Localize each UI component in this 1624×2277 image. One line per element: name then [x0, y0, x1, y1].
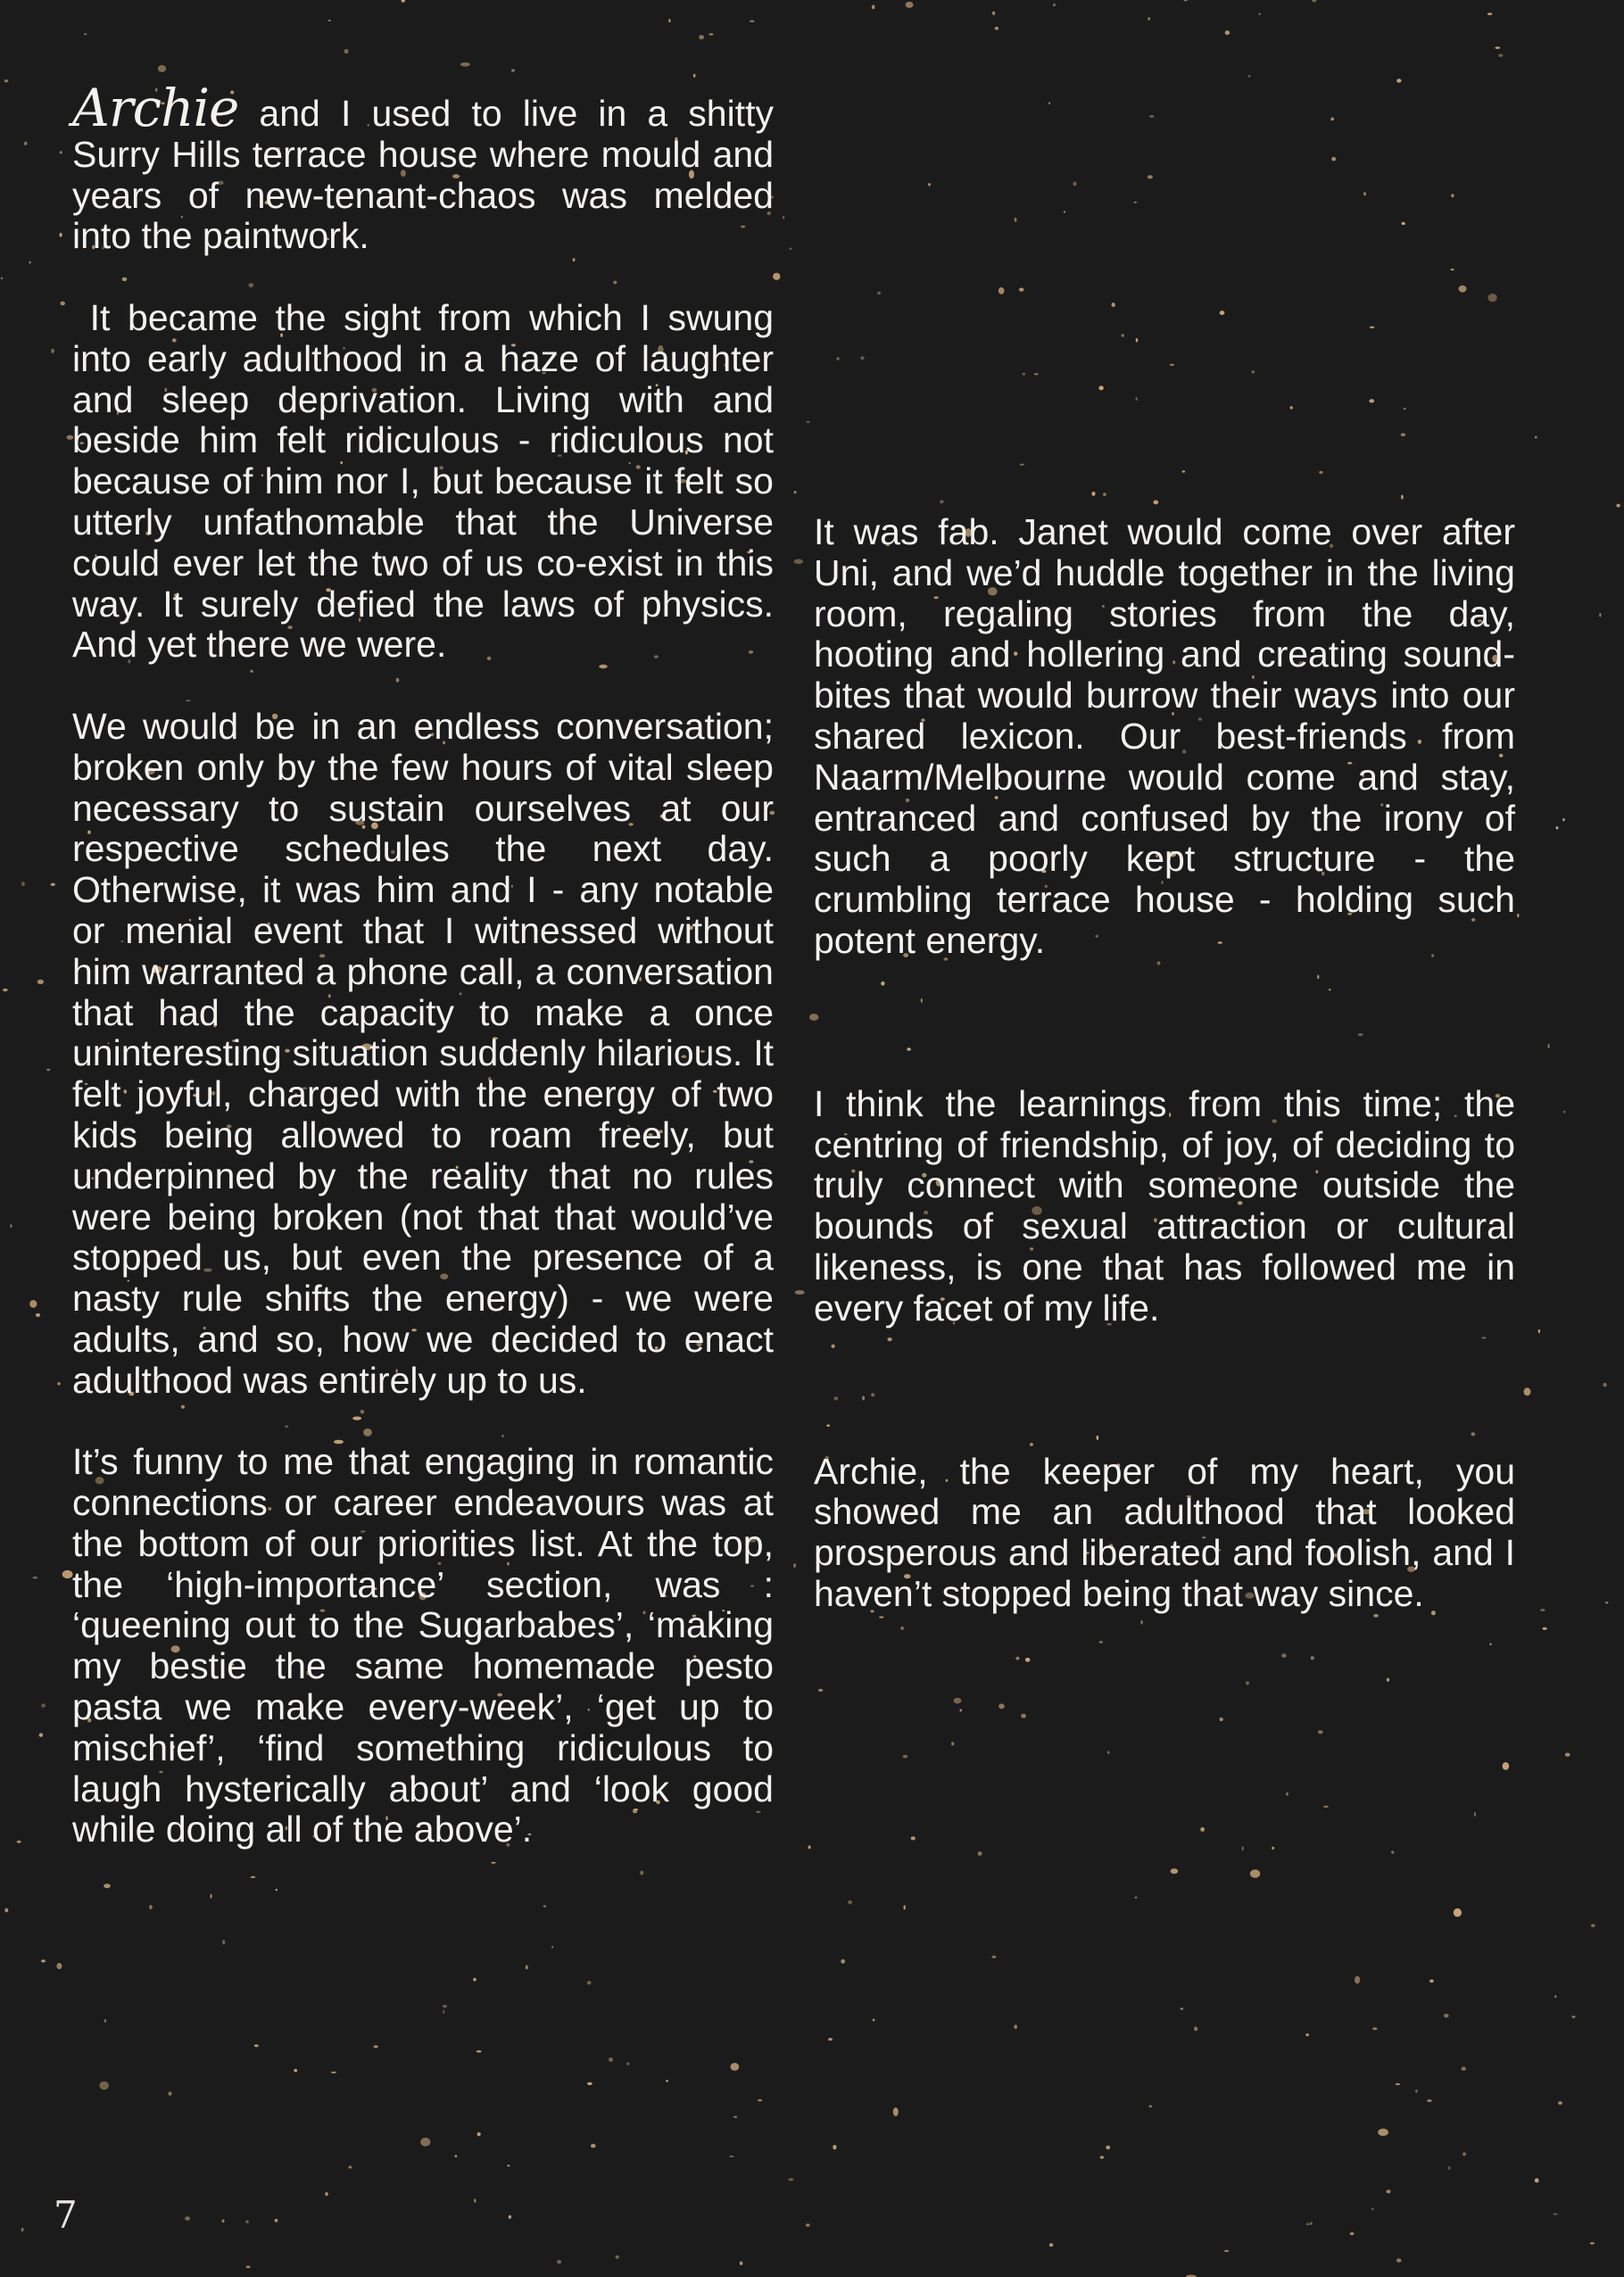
- speckle: [1153, 501, 1158, 505]
- speckle: [1250, 1869, 1260, 1877]
- speckle: [1242, 1846, 1244, 1851]
- speckle: [591, 2144, 596, 2149]
- speckle: [733, 2116, 737, 2118]
- speckle: [476, 2050, 482, 2053]
- speckle: [185, 2216, 190, 2221]
- speckle: [740, 2262, 743, 2265]
- speckle: [104, 1884, 111, 1888]
- speckle: [699, 35, 704, 39]
- speckle: [1014, 2024, 1017, 2029]
- speckle: [1248, 75, 1250, 78]
- speckle: [460, 62, 470, 67]
- speckle: [1474, 1812, 1476, 1817]
- speckle: [1363, 192, 1366, 195]
- speckle: [1459, 286, 1467, 293]
- speckle: [1149, 115, 1154, 118]
- speckle: [1103, 493, 1106, 496]
- speckle: [62, 1570, 73, 1578]
- speckle: [275, 2219, 278, 2223]
- speckle: [828, 2038, 833, 2041]
- speckle: [1524, 1387, 1531, 1395]
- speckle: [1451, 269, 1454, 270]
- speckle: [37, 980, 44, 984]
- speckle: [1225, 30, 1230, 35]
- speckle: [1451, 194, 1454, 197]
- speckle: [1310, 2222, 1313, 2224]
- speckle: [245, 2220, 249, 2223]
- speckle: [1318, 1730, 1323, 1734]
- speckle: [1281, 1653, 1287, 1658]
- speckle: [84, 33, 87, 35]
- speckle: [51, 883, 55, 886]
- speckle: [708, 33, 713, 35]
- speckle: [3, 989, 8, 991]
- speckle: [1135, 1897, 1138, 1899]
- speckle: [420, 2138, 430, 2147]
- speckle: [1025, 1658, 1031, 1662]
- speckle: [325, 2192, 328, 2196]
- speckle: [1503, 1762, 1510, 1770]
- speckle: [473, 1978, 476, 1982]
- speckle: [795, 1290, 805, 1295]
- speckle: [1220, 310, 1225, 315]
- speckle: [1312, 0, 1316, 2]
- speckle: [1429, 1980, 1434, 1983]
- speckle: [1396, 79, 1401, 82]
- speckle: [954, 1698, 962, 1704]
- speckle: [1370, 327, 1375, 328]
- speckle: [995, 27, 998, 30]
- speckle: [873, 2019, 875, 2022]
- speckle: [626, 2063, 629, 2066]
- paragraph: I think the learnings from this time; the centring of friendship, of joy, of deciding to truly connect with someone outside the bounds of sexual attraction or cultural likeness, is one that has followed me in every facet of my life.: [814, 1082, 1515, 1329]
- speckle: [149, 1905, 153, 1909]
- speckle: [509, 2215, 511, 2219]
- speckle: [1149, 2105, 1153, 2107]
- speckle: [1462, 2152, 1466, 2156]
- speckle: [41, 1959, 46, 1962]
- speckle: [1540, 1609, 1545, 1611]
- speckle: [61, 302, 65, 306]
- speckle: [793, 1563, 796, 1568]
- speckle: [836, 357, 840, 360]
- speckle: [1556, 826, 1559, 830]
- speckle: [29, 261, 30, 264]
- speckle: [1107, 1751, 1109, 1754]
- speckle: [1136, 397, 1138, 401]
- speckle: [1272, 1847, 1274, 1850]
- speckle: [758, 2099, 762, 2101]
- paragraph: We would be in an endless conversation; broken only by the few hours of vital sleep necessary to sustain ourselves at our respective schedules the next day. Otherwise, it was him and I - any notable or menial event that I witnessed without him warranted a phone call, a conversation that had the capacity to make a once uninteresting situation suddenly hilarious. It felt joyful, charged with the energy of two kids being allowed to roam freely, but underpinned by the reality that no rules were being broken (not that that would’ve stopped us, but even the presence of a nasty rule shifts the energy) - we were adults, and so, how we decided to enact adulthood was entirely up to us.: [72, 705, 774, 1401]
- paragraph: Archie, the keeper of my heart, you showed me an adulthood that looked prosperous and liberated and foolish, and I haven’t stopped being that way since.: [814, 1450, 1515, 1614]
- speckle: [893, 2107, 899, 2116]
- speckle: [1401, 495, 1404, 500]
- speckle: [1319, 471, 1322, 474]
- speckle: [1498, 54, 1503, 57]
- speckle: [526, 1966, 528, 1970]
- speckle: [328, 20, 331, 21]
- speckle: [1184, 0, 1188, 1]
- speckle: [455, 2155, 458, 2157]
- speckle: [1404, 408, 1406, 410]
- speckle: [46, 1069, 50, 1071]
- speckle: [1554, 2214, 1558, 2215]
- speckle: [1401, 433, 1405, 436]
- speckle: [1616, 504, 1620, 508]
- speckle: [1049, 2243, 1054, 2247]
- speckle: [474, 2198, 476, 2203]
- speckle: [349, 2165, 352, 2168]
- speckle: [860, 356, 864, 360]
- speckle: [211, 1894, 212, 1899]
- speckle: [587, 2082, 592, 2085]
- speckle: [808, 1845, 811, 1849]
- left-column: [72, 78, 774, 1851]
- speckle: [60, 151, 62, 153]
- speckle: [1599, 613, 1601, 617]
- speckle: [1489, 1644, 1491, 1646]
- speckle: [511, 69, 515, 71]
- speckle: [1140, 1620, 1142, 1625]
- speckle: [1181, 2008, 1184, 2010]
- speckle: [729, 2156, 733, 2157]
- speckle: [99, 2082, 109, 2091]
- paragraph: It was fab. Janet would come over after Uni, and we’d huddle together in the living room, regaling stories from the day, hooting and hollering and creating sound-bites that would burrow their ways into our shared lexicon. Our best-friends from Naarm/Melbourne would come and stay, entranced and confused by the irony of such a poorly kept structure - the crumbling terrace house - holding such potent energy.: [814, 511, 1515, 961]
- speckle: [1311, 1656, 1314, 1660]
- speckle: [1396, 2083, 1401, 2085]
- speckle: [158, 65, 166, 72]
- speckle: [1563, 1111, 1565, 1114]
- speckle: [4, 79, 8, 82]
- speckle: [557, 2260, 561, 2264]
- speckle: [331, 2072, 336, 2074]
- speckle: [1171, 1868, 1179, 1874]
- speckle: [1603, 1383, 1606, 1387]
- speckle: [903, 1755, 908, 1759]
- speckle: [1562, 818, 1564, 821]
- speckle: [1454, 1909, 1462, 1917]
- speckle: [1554, 1995, 1556, 1998]
- speckle: [1106, 2146, 1110, 2149]
- speckle: [56, 1963, 62, 1969]
- lead-word: Archie: [72, 78, 239, 138]
- speckle: [1064, 211, 1065, 212]
- speckle: [1355, 1976, 1360, 1984]
- speckle: [1387, 1678, 1389, 1682]
- speckle: [1350, 2232, 1355, 2235]
- speckle: [790, 248, 792, 250]
- speckle: [344, 49, 349, 54]
- speckle: [1200, 1827, 1205, 1832]
- speckle: [1369, 399, 1374, 402]
- speckle: [940, 501, 944, 504]
- speckle: [1548, 1044, 1550, 1048]
- speckle: [848, 1900, 852, 1905]
- speckle: [587, 1981, 592, 1984]
- speckle: [1073, 182, 1076, 186]
- speckle: [1591, 1924, 1595, 1927]
- speckle: [1590, 2242, 1595, 2244]
- speckle: [222, 2219, 225, 2223]
- speckle: [794, 491, 797, 493]
- speckle: [1543, 1627, 1547, 1630]
- speckle: [1015, 1657, 1019, 1660]
- speckle: [1391, 1851, 1394, 1853]
- speckle: [1020, 464, 1024, 466]
- speckle: [1517, 914, 1519, 918]
- speckle: [1021, 1714, 1026, 1718]
- speckle: [1558, 2101, 1562, 2105]
- speckle: [402, 0, 405, 3]
- speckle: [1415, 2090, 1418, 2093]
- speckle: [1496, 46, 1501, 49]
- speckle: [1121, 334, 1124, 336]
- speckle: [1194, 2026, 1197, 2031]
- paragraph-intro: [72, 78, 774, 257]
- speckle: [1330, 118, 1334, 121]
- speckle: [1, 277, 3, 279]
- speckle: [169, 2091, 172, 2096]
- speckle: [806, 2223, 810, 2226]
- speckle: [51, 349, 54, 353]
- speckle: [693, 74, 696, 78]
- speckle: [21, 2228, 24, 2231]
- paragraph: It’s funny to me that engaging in romantic connections or career endeavours was at the bottom of our priorities list. At the top, the ‘high-importance’ section, was : ‘queening out to the Sugarbabes’, ‘making my bestie the same homemade pesto pasta we make every-week’, ‘get up to mischief’, ‘find something ridiculous to laugh hysterically about’ and ‘look good while doing all of the above’.: [72, 1441, 774, 1851]
- speckle: [1565, 1753, 1570, 1757]
- speckle: [1100, 2156, 1105, 2158]
- speckle: [29, 1300, 37, 1308]
- speckle: [616, 2256, 619, 2259]
- speckle: [794, 559, 803, 565]
- speckle: [1535, 2178, 1539, 2182]
- speckle: [1538, 1329, 1540, 1334]
- speckle: [477, 2132, 481, 2136]
- speckle: [1331, 157, 1336, 161]
- speckle: [21, 882, 25, 886]
- speckle: [906, 2, 914, 8]
- speckle: [951, 1742, 954, 1745]
- speckle: [222, 1940, 225, 1944]
- speckle: [1305, 2033, 1309, 2036]
- speckle: [1182, 470, 1185, 472]
- speckle: [39, 1733, 43, 1736]
- speckle: [507, 2165, 510, 2166]
- speckle: [1444, 2014, 1449, 2017]
- speckle: [1099, 1641, 1103, 1644]
- speckle: [1136, 338, 1139, 343]
- speckle: [1462, 2066, 1466, 2070]
- speckle: [1488, 294, 1497, 302]
- speckle: [783, 216, 784, 219]
- speckle: [1306, 2223, 1310, 2225]
- speckle: [443, 2010, 444, 2014]
- speckle: [1286, 1793, 1288, 1796]
- speckle: [959, 1709, 962, 1711]
- speckle: [1396, 2258, 1402, 2262]
- speckle: [251, 1876, 256, 1878]
- speckle: [992, 1956, 997, 1958]
- speckle: [818, 1689, 823, 1692]
- speckle: [1170, 364, 1175, 367]
- speckle: [1246, 1681, 1249, 1685]
- speckle: [1148, 17, 1150, 20]
- speckle: [841, 1959, 845, 1964]
- speckle: [246, 2265, 251, 2268]
- speckle: [668, 19, 670, 22]
- speckle: [928, 183, 931, 186]
- speckle: [1015, 218, 1017, 222]
- speckle: [1053, 4, 1056, 6]
- speckle: [1605, 1602, 1608, 1603]
- speckle: [992, 12, 995, 15]
- speckle: [807, 421, 810, 423]
- speckle: [1535, 436, 1537, 439]
- speckle: [1134, 202, 1138, 203]
- speckle: [1091, 492, 1095, 496]
- paragraph-text: and I used to live in a shitty Surry Hills terrace house where mould and years of new-tenant-chaos was melded into the paintwork.: [72, 93, 774, 257]
- speckle: [41, 1703, 46, 1707]
- speckle: [1448, 2166, 1450, 2170]
- speckle: [900, 1627, 904, 1630]
- speckle: [543, 1905, 546, 1907]
- speckle: [551, 1946, 553, 1948]
- page-number: 7: [54, 2193, 78, 2237]
- speckle: [57, 1382, 61, 1386]
- speckle: [750, 21, 755, 22]
- speckle: [833, 2145, 836, 2149]
- speckle: [1372, 2027, 1378, 2030]
- speckle: [1487, 12, 1493, 15]
- speckle: [1378, 2129, 1388, 2136]
- speckle: [1112, 302, 1115, 307]
- speckle: [1427, 2099, 1432, 2102]
- speckle: [254, 2044, 259, 2047]
- paragraph: It became the sight from which I swung into early adulthood in a haze of laughter and sleep deprivation. Living with and beside him felt ridiculous - ridiculous not because of him nor I, but because it felt so utterly unfathomable that the Universe could ever let the two of us co-exist in this way. It surely defied the laws of physics. And yet there we were.: [72, 296, 774, 666]
- speckle: [998, 1703, 1005, 1709]
- speckle: [33, 1577, 38, 1579]
- speckle: [904, 1905, 906, 1909]
- speckle: [1571, 2016, 1575, 2018]
- speckle: [374, 2045, 378, 2048]
- speckle: [24, 142, 28, 145]
- speckle: [998, 287, 1005, 294]
- speckle: [978, 1851, 982, 1856]
- speckle: [911, 1836, 916, 1840]
- speckle: [1371, 2208, 1373, 2210]
- speckle: [17, 1841, 21, 1843]
- speckle: [491, 1862, 496, 1864]
- speckle: [640, 1871, 643, 1875]
- speckle: [1048, 103, 1050, 104]
- speckle: [609, 2058, 613, 2062]
- speckle: [4, 1909, 8, 1913]
- speckle: [1098, 385, 1103, 390]
- speckle: [731, 2063, 740, 2071]
- speckle: [773, 273, 780, 280]
- speckle: [294, 2069, 297, 2073]
- speckle: [60, 233, 62, 237]
- speckle: [666, 2080, 668, 2082]
- right-column: [814, 512, 1515, 1615]
- speckle: [872, 4, 874, 9]
- speckle: [443, 2005, 447, 2008]
- speckle: [1034, 373, 1039, 375]
- speckle: [10, 1224, 12, 1228]
- speckle: [1019, 288, 1024, 292]
- speckle: [1323, 1806, 1329, 1808]
- speckle: [276, 1889, 278, 1891]
- speckle: [1224, 2250, 1229, 2252]
- speckle: [1148, 175, 1153, 178]
- speckle: [788, 2178, 793, 2181]
- speckle: [1251, 370, 1255, 373]
- speckle: [104, 2019, 106, 2023]
- speckle: [1258, 13, 1261, 15]
- speckle: [1386, 2190, 1390, 2193]
- speckle: [1290, 406, 1293, 410]
- speckle: [1023, 373, 1026, 376]
- speckle: [877, 292, 881, 295]
- speckle: [1402, 222, 1405, 225]
- speckle: [36, 1313, 40, 1317]
- speckle: [879, 1616, 883, 1618]
- speckle: [1220, 1718, 1223, 1721]
